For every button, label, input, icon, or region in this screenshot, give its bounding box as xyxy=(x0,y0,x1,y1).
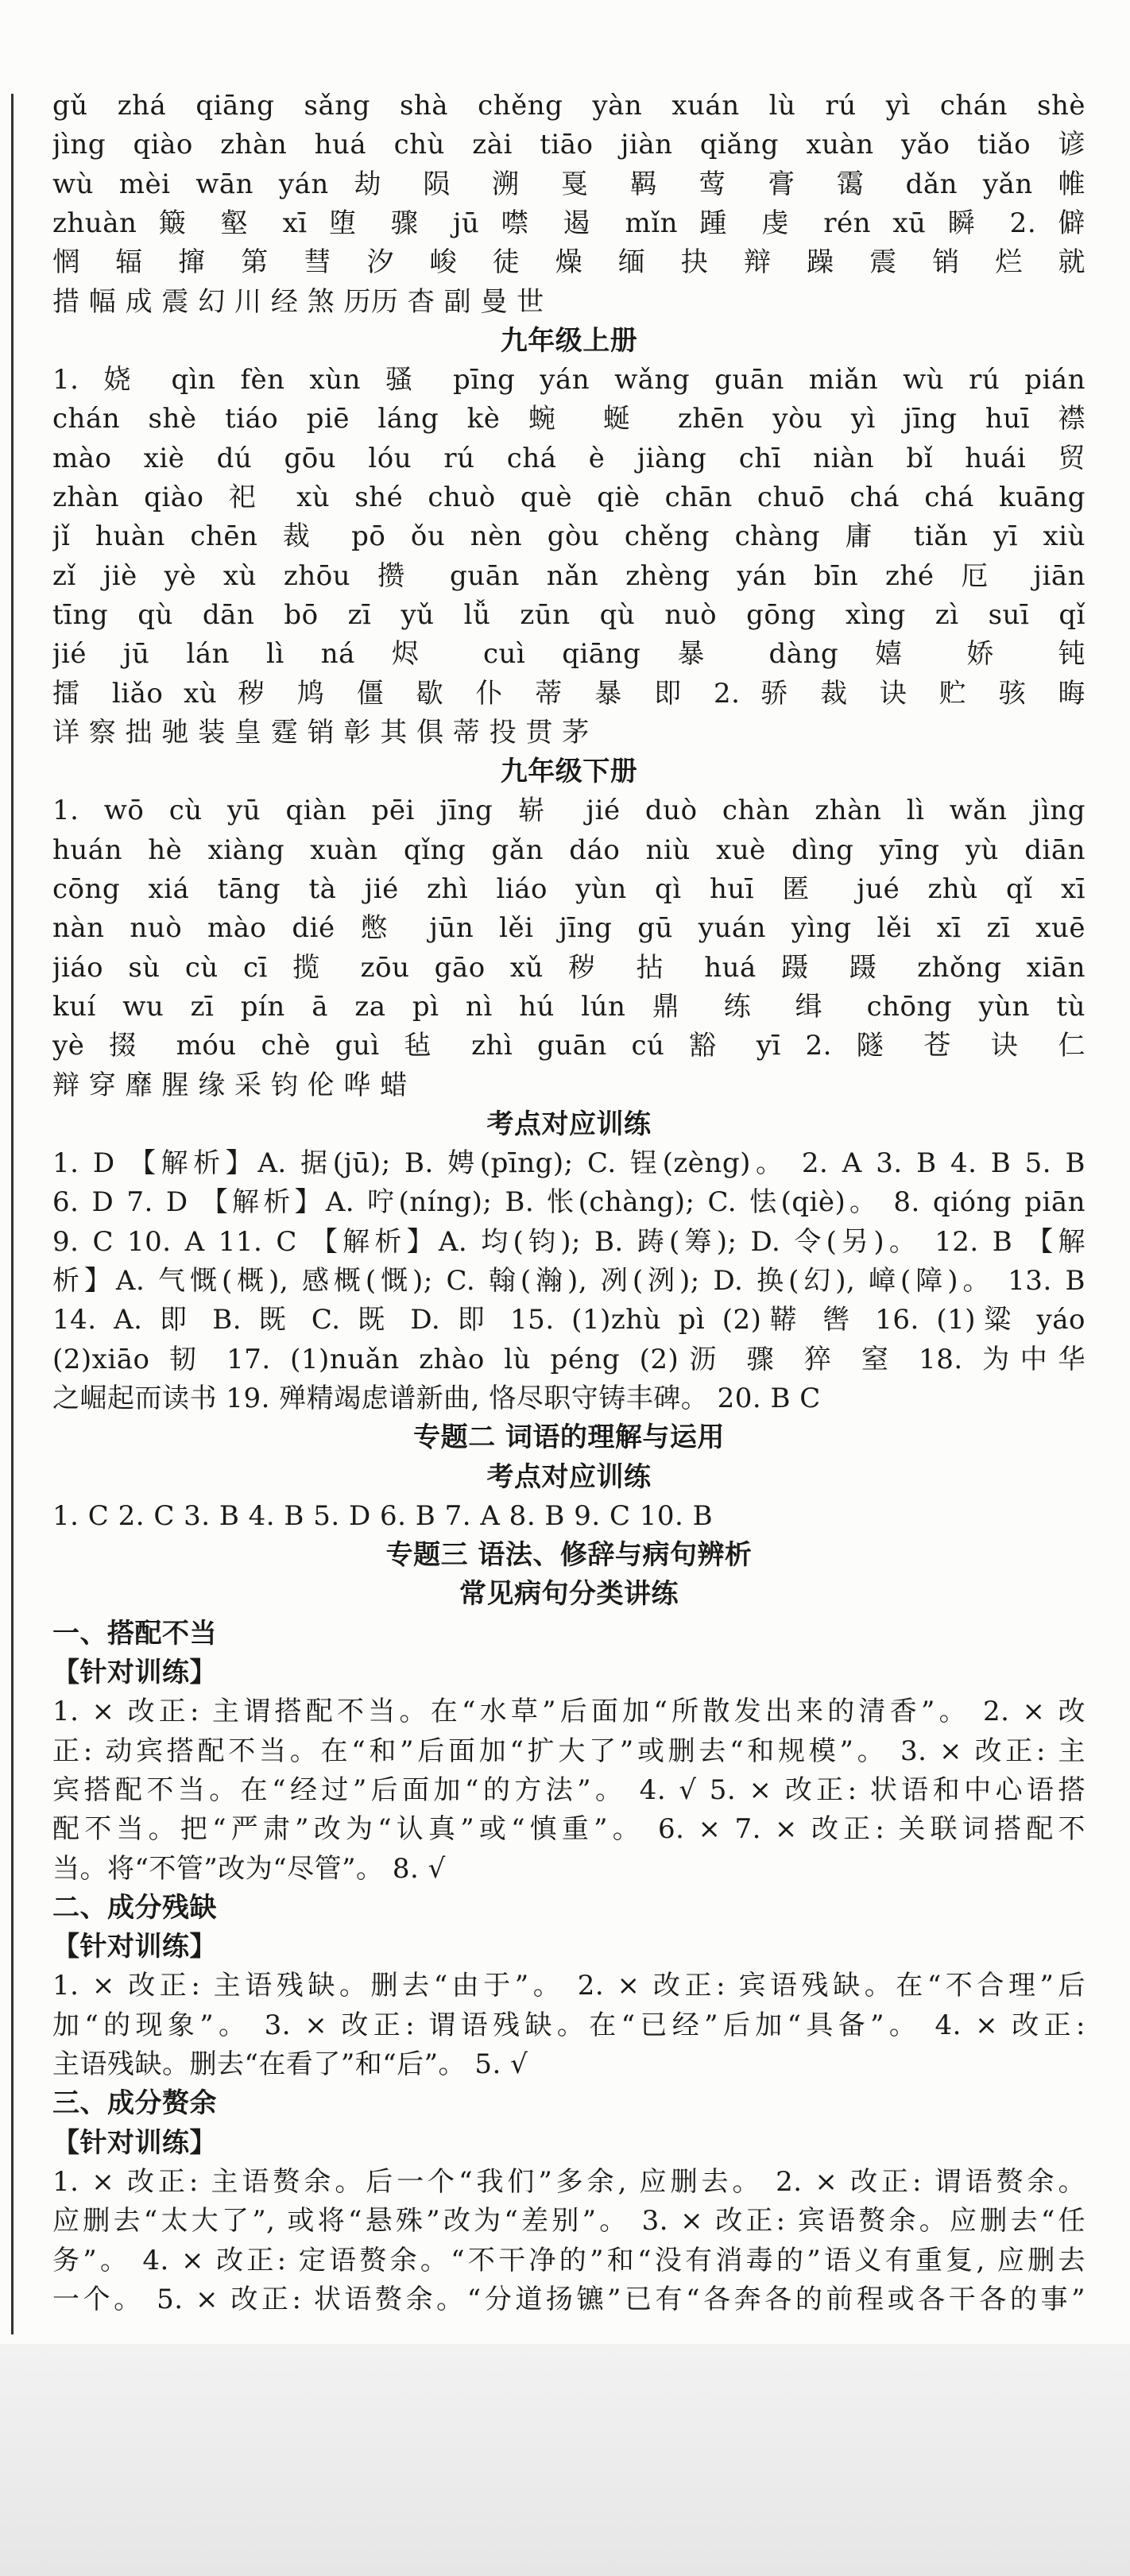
text-line: 擂 liǎo xù 秽 鸠 僵 歇 仆 蒂 暴 即 2. 骄 裁 诀 贮 骇 晦 xyxy=(52,678,1085,710)
text-line: 加“的现象”。 3. × 改正: 谓语残缺。在“已经”后加“具备”。 4. × 改正: xyxy=(52,2009,1085,2041)
text-line: 1. × 改正: 主语残缺。删去“由于”。 2. × 改正: 宾语残缺。在“不合理”后 xyxy=(52,1970,1085,2002)
text-line: jiáo sù cù cī 揽 zōu gāo xǔ 秽 拈 huá 蹑 蹑 zhǒng xiān xyxy=(52,952,1085,984)
text-line: 宾搭配不当。在“经过”后面加“的方法”。 4. √ 5. × 改正: 状语和中心语搭 xyxy=(52,1774,1085,1806)
text-line: tīng qù dān bō zī yǔ lǚ zūn qù nuò gōng xìng zì suī qǐ xyxy=(52,599,1085,631)
text-line: gǔ zhá qiāng sǎng shà chěng yàn xuán lù rú yì chán shè xyxy=(52,90,1085,122)
section-title: 九年级上册 xyxy=(500,325,638,357)
subsection-heading: 【针对训练】 xyxy=(52,1931,217,1963)
subsection-heading: 【针对训练】 xyxy=(52,2127,217,2159)
section-title: 专题三 语法、修辞与病句辨析 xyxy=(385,1539,753,1571)
text-line: 1. 娆 qìn fèn xùn 骚 pīng yán wǎng guān miǎn wù rú pián xyxy=(52,364,1085,396)
text-line: chán shè tiáo piē láng kè 蜿 蜒 zhēn yòu yì jīng huī 襟 xyxy=(52,403,1085,435)
text-line: 析】A. 气慨(概), 感概(慨); C. 翰(瀚), 冽(洌); D. 换(幻), 嶂(障)。 13. B xyxy=(52,1265,1085,1297)
text-line: 当。将“不管”改为“尽管”。 8. √ xyxy=(52,1853,446,1885)
text-line: 惘 辐 撺 第 彗 汐 峻 徒 燥 缅 抉 辩 躁 震 销 烂 就 xyxy=(52,246,1085,278)
text-line: cōng xiá tāng tà jié zhì liáo yùn qì huī 匿 jué zhù qǐ xī xyxy=(52,873,1085,905)
text-line: 应删去“太大了”, 或将“悬殊”改为“差别”。 3. × 改正: 宾语赘余。应删去“任 xyxy=(52,2205,1085,2237)
text-line: zhàn qiào 祀 xù shé chuò què qiè chān chuō chá chá kuāng xyxy=(52,482,1085,513)
text-line: 1. × 改正: 主谓搭配不当。在“水草”后面加“所散发出来的清香”。 2. × 改 xyxy=(52,1696,1085,1727)
text-line: (2)xiāo 韧 17. (1)nuǎn zhào lù péng (2)沥 骤 猝 窒 18. 为中华 xyxy=(52,1344,1085,1375)
text-line: 1. D 【解析】A. 据(jū); B. 娉(pīng); C. 锃(zèng)。 2. A 3. B 4. B 5. B xyxy=(52,1147,1085,1179)
text-line: zhuàn 簸 壑 xī 堕 骤 jū 噤 遏 mǐn 踵 虔 rén xū 瞬 2. 僻 xyxy=(52,207,1085,239)
subsection-heading: 二、成分残缺 xyxy=(52,1892,217,1924)
text-line: 9. C 10. A 11. C 【解析】A. 均(钧); B. 踌(筹); D. 令(另)。 12. B 【解 xyxy=(52,1226,1085,1258)
text-line: 主语残缺。删去“在看了”和“后”。 5. √ xyxy=(52,2048,528,2080)
text-line: 一个。 5. × 改正: 状语赘余。“分道扬镳”已有“各奔各的前程或各干各的事” xyxy=(52,2284,1085,2315)
text-line: jié jū lán lì ná 烬 cuì qiāng 暴 dàng 嬉 娇 钝 xyxy=(52,638,1085,670)
text-line: nàn nuò mào dié 憋 jūn lěi jīng gū yuán yìng lěi xī zī xuē xyxy=(52,912,1085,944)
subsection-heading: 三、成分赘余 xyxy=(52,2087,217,2119)
text-line: 之崛起而读书 19. 殚精竭虑谱新曲, 恪尽职守铸丰碑。 20. B C xyxy=(52,1383,821,1414)
text-line: 1. C 2. C 3. B 4. B 5. D 6. B 7. A 8. B 9. C 10. B xyxy=(52,1500,714,1532)
text-line: 配不当。把“严肃”改为“认真”或“慎重”。 6. × 7. × 改正: 关联词搭配不 xyxy=(52,1813,1085,1845)
text-line: huán hè xiàng xuàn qǐng gǎn dáo niù xuè dìng yīng yù diān xyxy=(52,834,1085,866)
section-title: 考点对应训练 xyxy=(486,1461,652,1493)
section-title: 考点对应训练 xyxy=(486,1108,652,1140)
text-line: 辩 穿 靡 腥 缘 采 钧 伦 哗 蜡 xyxy=(52,1069,408,1101)
text-line: jǐ huàn chēn 裁 pō ǒu nèn gòu chěng chàng 庸 tiǎn yī xiù xyxy=(52,520,1085,552)
text-line: kuí wu zī pín ā za pì nì hú lún 鼎 练 缉 chōng yùn tù xyxy=(52,991,1085,1023)
text-line: 1. × 改正: 主语赘余。后一个“我们”多余, 应删去。 2. × 改正: 谓语赘余。 xyxy=(52,2166,1085,2198)
text-line: zǐ jiè yè xù zhōu 攒 guān nǎn zhèng yán bīn zhé 厄 jiān xyxy=(52,560,1085,592)
text-line: 14. A. 即 B. 既 C. 既 D. 即 15. (1)zhù pì (2)鞯 辔 16. (1)粱 yáo xyxy=(52,1304,1085,1336)
text-line: mào xiè dú gōu lóu rú chá è jiàng chī niàn bǐ huái 贸 xyxy=(52,443,1085,474)
subsection-heading: 【针对训练】 xyxy=(52,1657,217,1688)
text-line: 1. wō cù yū qiàn pēi jīng 崭 jié duò chàn zhàn lì wǎn jìng xyxy=(52,795,1085,826)
margin-rule xyxy=(11,94,14,2334)
text-line: wù mèi wān yán 劫 陨 溯 戛 羁 莺 膏 霭 dǎn yǎn 帷 xyxy=(52,168,1085,200)
section-title: 常见病句分类讲练 xyxy=(459,1578,679,1610)
section-title: 九年级下册 xyxy=(500,756,638,787)
text-line: 6. D 7. D 【解析】A. 咛(níng); B. 怅(chàng); C. 怯(qiè)。 8. qióng piān xyxy=(52,1186,1085,1218)
blank-page-bottom xyxy=(0,2344,1130,2576)
text-line: 措 幅 成 震 幻 川 经 煞 历历 杳 副 曼 世 xyxy=(52,286,544,318)
text-line: jìng qiào zhàn huá chù zài tiāo jiàn qiǎng xuàn yǎo tiǎo 谚 xyxy=(52,129,1085,161)
text-line: yè 掇 móu chè guì 毡 zhì guān cú 豁 yī 2. 隧 苍 诀 仁 xyxy=(52,1030,1085,1062)
text-line: 详 察 拙 驰 装 皇 霆 销 彰 其 俱 蒂 投 贯 茅 xyxy=(52,717,590,748)
section-title: 专题二 词语的理解与运用 xyxy=(413,1421,725,1453)
text-line: 务”。 4. × 改正: 定语赘余。“不干净的”和“没有消毒的”语义有重复, 应删去 xyxy=(52,2245,1085,2276)
subsection-heading: 一、搭配不当 xyxy=(52,1618,217,1650)
text-line: 正: 动宾搭配不当。在“和”后面加“扩大了”或删去“和规模”。 3. × 改正: 主 xyxy=(52,1735,1085,1767)
